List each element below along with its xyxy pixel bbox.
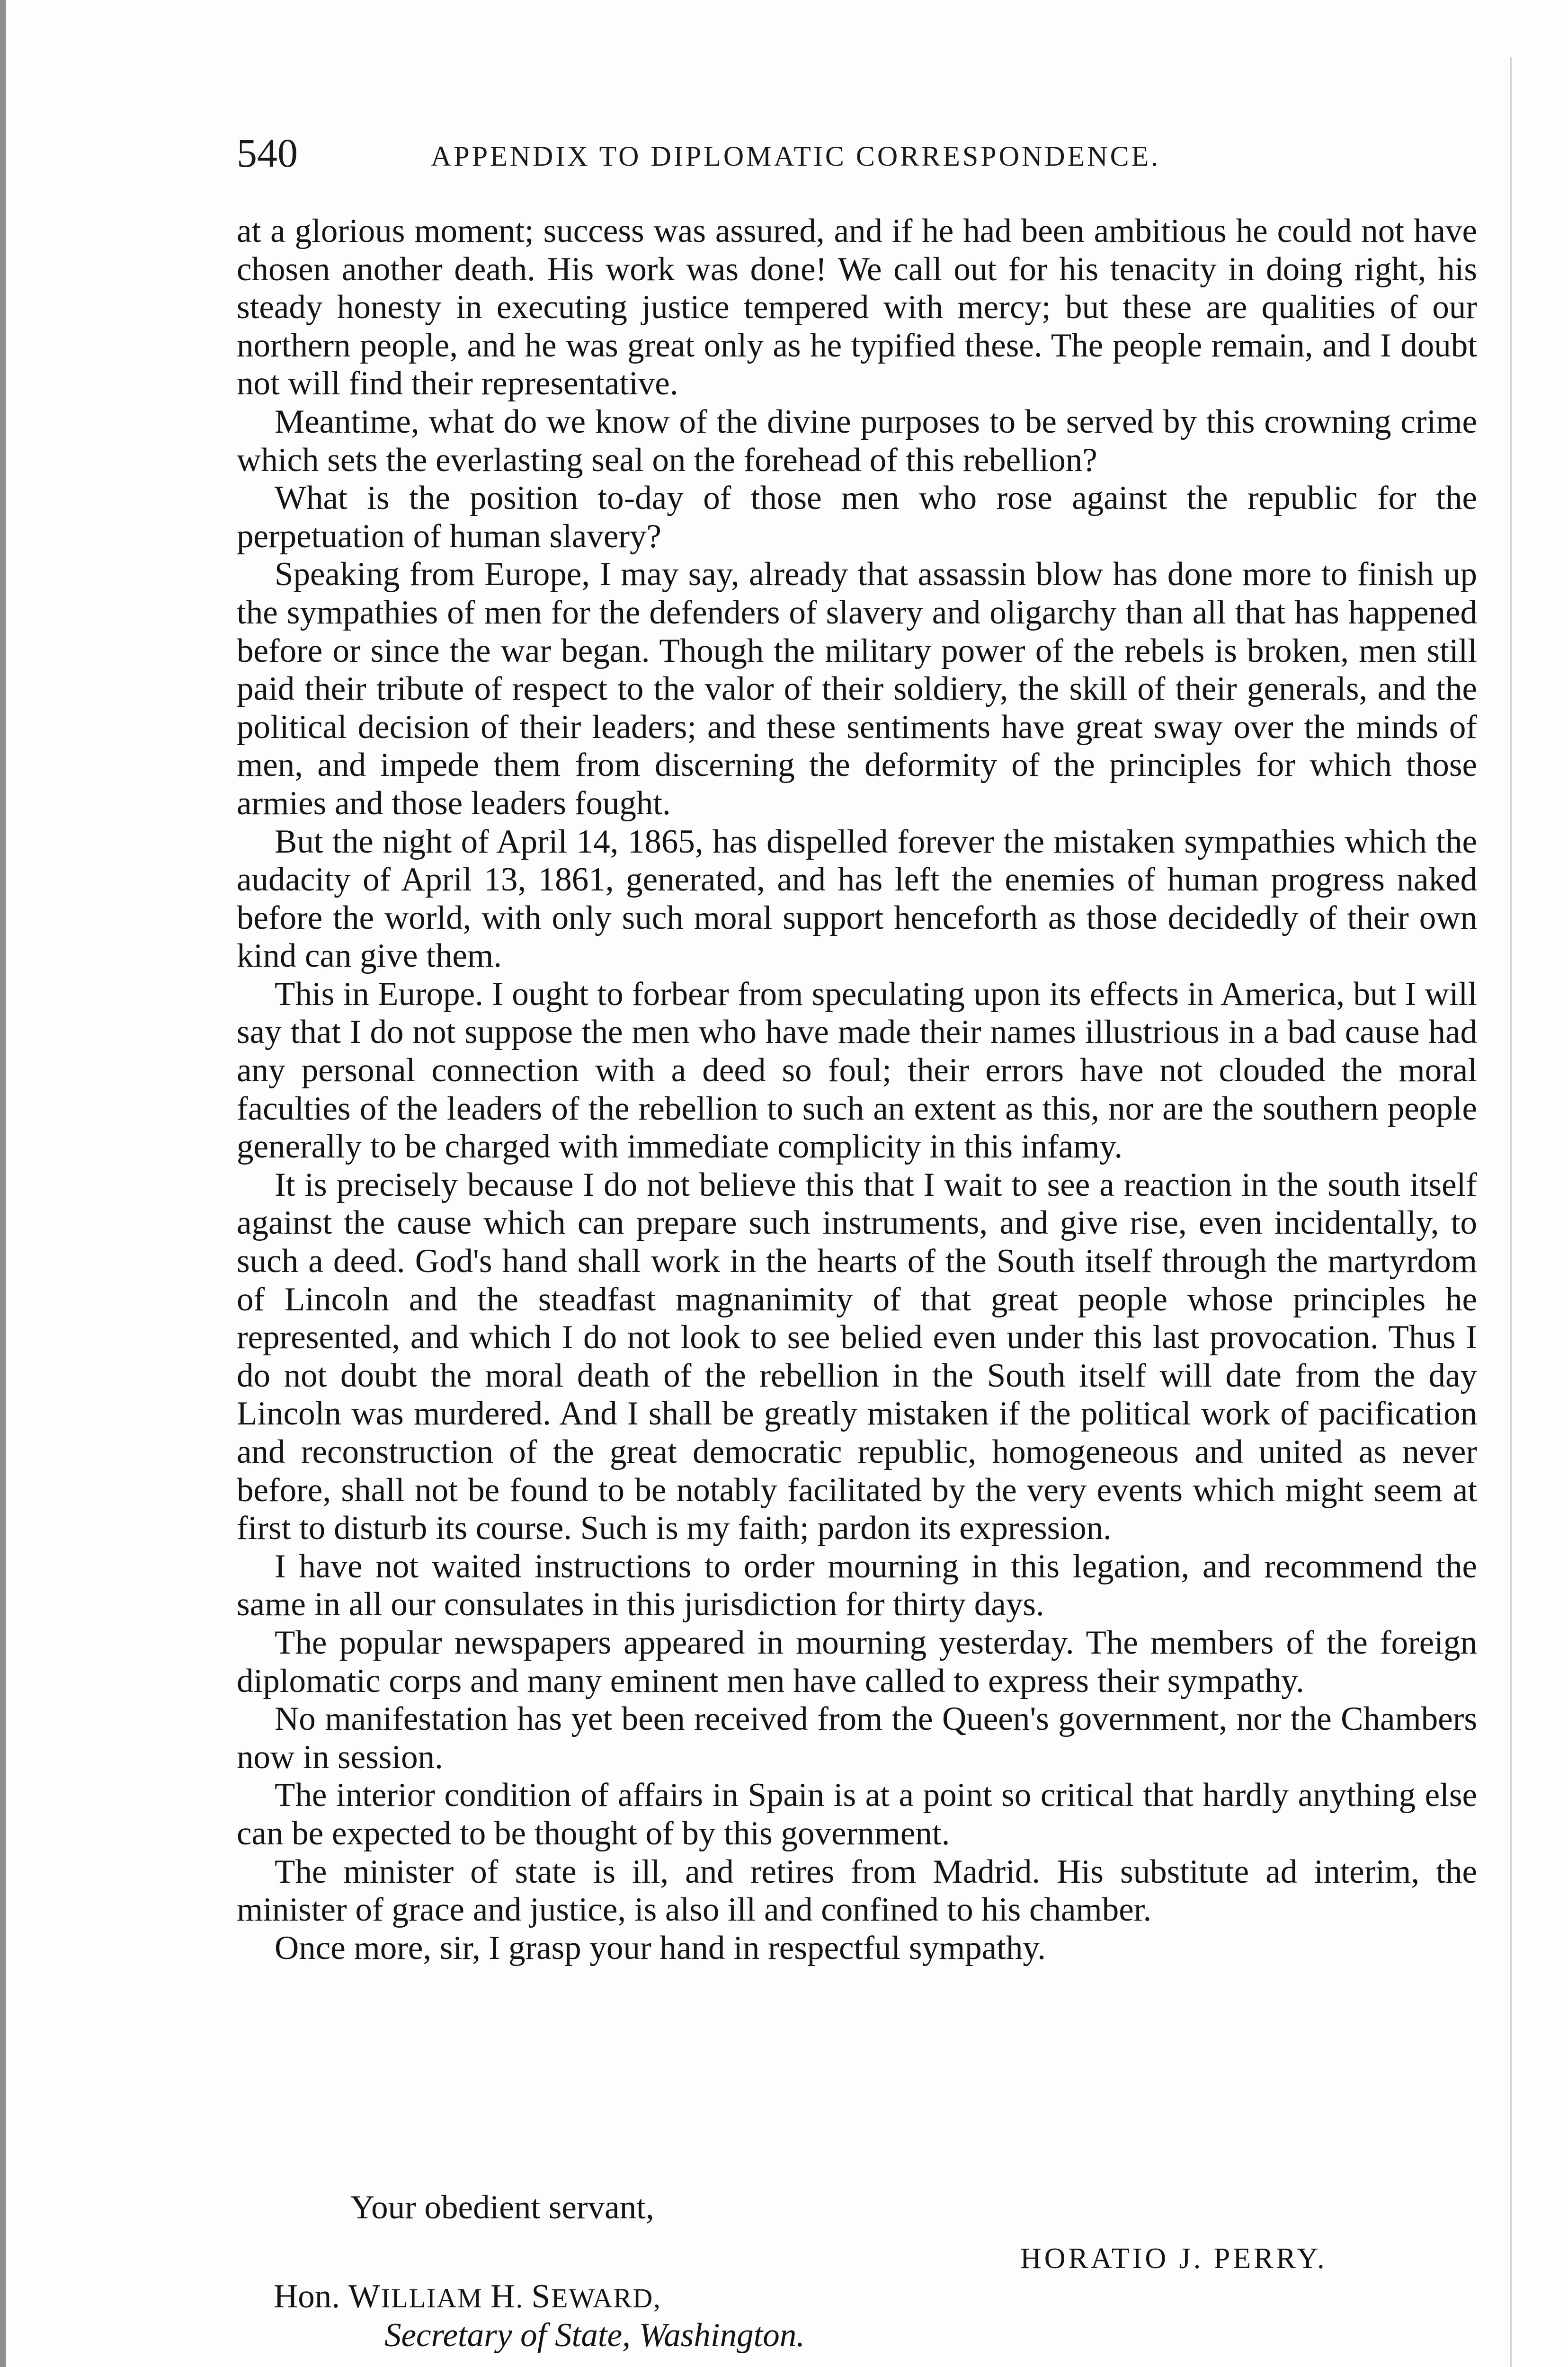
paragraph: Meantime, what do we know of the divine purposes to be served by this crowning crime which sets the everlasting seal on the forehead of this rebellion? (237, 403, 1477, 479)
paragraph: But the night of April 14, 1865, has dispelled forever the mistaken sympathies which the audacity of April 13, 1861, generated, and has left the enemies of human progress naked before the world, with only such moral support henceforth as those decidedly of their own kind can give them. (237, 823, 1477, 975)
paragraph: at a glorious moment; success was assured, and if he had been ambitious he could not have chosen another death. His work was done! We call out for his tenacity in doing right, his steady honesty in executing justice tempered with mercy; but these are qualities of our northern people, and he was great only as he typified these. The people remain, and I doubt not will find their representative. (237, 213, 1477, 402)
paragraph: Once more, sir, I grasp your hand in respectful sympathy. (275, 1929, 1046, 1967)
paragraph: The popular newspapers appeared in mourning yesterday. The members of the foreign diplomatic corps and many eminent men have called to express their sympathy. (237, 1624, 1477, 1700)
paragraph: The interior condition of affairs in Spain is at a point so critical that hardly anything else can be expected to be thought of by this government. (237, 1777, 1477, 1852)
letter-body (237, 212, 1477, 1967)
paragraph: What is the position to-day of those men who rose against the republic for the perpetuation of human slavery? (237, 480, 1477, 555)
addressee-honorific: Hon. (274, 2278, 340, 2315)
paragraph: Speaking from Europe, I may say, already that assassin blow has done more to finish up the sympathies of men for the defenders of slavery and oligarchy than all that has happened before or since the war began. Though the military power of the rebels is broken, men still paid their tribute of respect to the valor of their soldiery, the skill of their generals, and the political decision of their leaders; and these sentiments have great sway over the minds of men, and impede them from discerning the deformity of the principles for which those armies and those leaders fought. (237, 556, 1477, 822)
complimentary-close: Your obedient servant, (350, 2189, 654, 2226)
page-header (237, 127, 1288, 179)
scan-right-edge (1510, 57, 1512, 2367)
addressee-name (274, 2276, 661, 2319)
paragraph: The minister of state is ill, and retires from Madrid. His substitute ad interim, the minister of grace and justice, is also ill and confined to his chamber. (237, 1853, 1477, 1929)
paragraph: It is precisely because I do not believe this that I wait to see a reaction in the south itself against the cause which can prepare such instruments, and give rise, even incidentally, to such a deed. God's hand shall work in the hearts of the South itself through the martyrdom of Lincoln and the steadfast magnanimity of that great people whose principles he represented, and which I do not look to see belied even under this last provocation. Thus I do not doubt the moral death of the rebellion in the South itself will date from the day Lincoln was murdered. And I shall be greatly mistaken if the political work of pacification and reconstruction of the great democratic republic, homogeneous and united as never before, shall not be found to be notably facilitated by the very events which might seem at first to disturb its course. Such is my faith; pardon its expression. (237, 1166, 1477, 1547)
running-head: APPENDIX TO DIPLOMATIC CORRESPONDENCE. (431, 141, 1161, 172)
addressee-fullname: WILLIAM H. SEWARD, (348, 2278, 661, 2315)
paragraph: This in Europe. I ought to forbear from speculating upon its effects in America, but I will say that I do not suppose the men who have made their names illustrious in a bad cause had any personal connection with a deed so foul; their errors have not clouded the moral faculties of the leaders of the rebellion to such an extent as this, nor are the southern people generally to be charged with immediate complicity in this infamy. (237, 975, 1477, 1166)
paragraph: No manifestation has yet been received from the Queen's government, nor the Chambers now in session. (237, 1700, 1477, 1776)
scan-left-edge (0, 0, 6, 2367)
addressee-title: Secretary of State, Washington. (384, 2317, 805, 2354)
paragraph: I have not waited instructions to order mourning in this legation, and recommend the same in all our consulates in this jurisdiction for thirty days. (237, 1548, 1477, 1623)
signer-name: HORATIO J. PERRY. (1020, 2242, 1327, 2275)
page-number: 540 (237, 130, 298, 176)
